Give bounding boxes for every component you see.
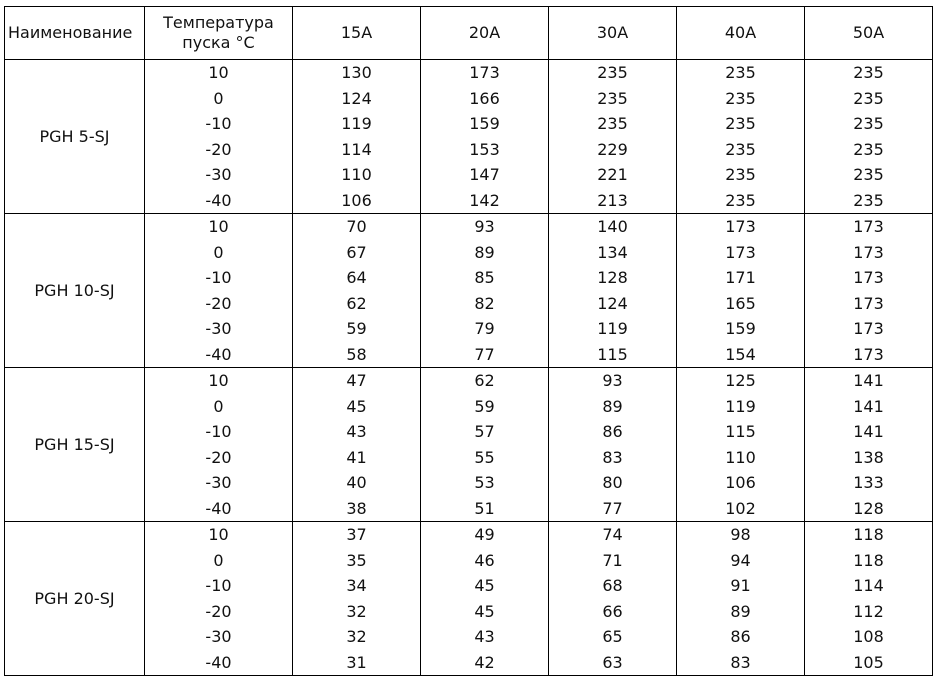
length-value-cell: 32 bbox=[293, 624, 421, 650]
length-value-cell: 40 bbox=[293, 470, 421, 496]
product-name-cell: PGH 10-SJ bbox=[5, 214, 145, 368]
product-name-cell: PGH 5-SJ bbox=[5, 60, 145, 214]
length-value-cell: 77 bbox=[549, 496, 677, 522]
length-value-cell: 118 bbox=[805, 548, 933, 574]
start-temperature-cell: -30 bbox=[145, 470, 293, 496]
length-value-cell: 63 bbox=[549, 650, 677, 676]
start-temperature-cell: 0 bbox=[145, 240, 293, 266]
length-value-cell: 32 bbox=[293, 599, 421, 625]
table-row bbox=[5, 394, 933, 420]
length-value-cell: 159 bbox=[421, 111, 549, 137]
length-value-cell: 43 bbox=[421, 624, 549, 650]
length-value-cell: 45 bbox=[421, 599, 549, 625]
length-value-cell: 89 bbox=[677, 599, 805, 625]
length-value-cell: 70 bbox=[293, 214, 421, 240]
start-temperature-cell: -10 bbox=[145, 265, 293, 291]
length-value-cell: 235 bbox=[677, 86, 805, 112]
start-temperature-cell: -20 bbox=[145, 137, 293, 163]
length-value-cell: 62 bbox=[421, 368, 549, 394]
length-value-cell: 47 bbox=[293, 368, 421, 394]
table-row bbox=[5, 522, 933, 548]
length-value-cell: 45 bbox=[421, 573, 549, 599]
length-value-cell: 173 bbox=[805, 291, 933, 317]
start-temperature-cell: -40 bbox=[145, 188, 293, 214]
length-value-cell: 102 bbox=[677, 496, 805, 522]
header-name: Наименование bbox=[5, 7, 145, 60]
length-value-cell: 128 bbox=[549, 265, 677, 291]
length-value-cell: 58 bbox=[293, 342, 421, 368]
start-temperature-cell: -40 bbox=[145, 496, 293, 522]
length-value-cell: 53 bbox=[421, 470, 549, 496]
length-value-cell: 119 bbox=[677, 394, 805, 420]
start-temperature-cell: 0 bbox=[145, 394, 293, 420]
table-body bbox=[5, 60, 933, 676]
table-row bbox=[5, 573, 933, 599]
table-row bbox=[5, 342, 933, 368]
length-value-cell: 94 bbox=[677, 548, 805, 574]
table-row bbox=[5, 650, 933, 676]
length-value-cell: 83 bbox=[549, 445, 677, 471]
length-value-cell: 134 bbox=[549, 240, 677, 266]
start-temperature-cell: -40 bbox=[145, 650, 293, 676]
length-value-cell: 55 bbox=[421, 445, 549, 471]
length-value-cell: 141 bbox=[805, 419, 933, 445]
length-value-cell: 41 bbox=[293, 445, 421, 471]
length-value-cell: 141 bbox=[805, 368, 933, 394]
start-temperature-cell: -30 bbox=[145, 162, 293, 188]
length-value-cell: 173 bbox=[805, 316, 933, 342]
header-start-temperature: Температура пуска °С bbox=[145, 7, 293, 60]
header-current-20a: 20A bbox=[421, 7, 549, 60]
table-row bbox=[5, 419, 933, 445]
start-temperature-cell: -10 bbox=[145, 111, 293, 137]
length-value-cell: 173 bbox=[805, 240, 933, 266]
start-temperature-cell: 10 bbox=[145, 522, 293, 548]
table-row bbox=[5, 162, 933, 188]
length-value-cell: 235 bbox=[677, 162, 805, 188]
length-value-cell: 59 bbox=[293, 316, 421, 342]
length-value-cell: 57 bbox=[421, 419, 549, 445]
length-value-cell: 83 bbox=[677, 650, 805, 676]
length-value-cell: 114 bbox=[293, 137, 421, 163]
length-value-cell: 173 bbox=[677, 214, 805, 240]
length-value-cell: 147 bbox=[421, 162, 549, 188]
start-temperature-cell: -30 bbox=[145, 624, 293, 650]
length-value-cell: 86 bbox=[549, 419, 677, 445]
length-value-cell: 235 bbox=[805, 86, 933, 112]
length-value-cell: 165 bbox=[677, 291, 805, 317]
table-row bbox=[5, 496, 933, 522]
table-row bbox=[5, 316, 933, 342]
table-row bbox=[5, 240, 933, 266]
length-value-cell: 133 bbox=[805, 470, 933, 496]
table-row bbox=[5, 599, 933, 625]
table-row bbox=[5, 111, 933, 137]
start-temperature-cell: -30 bbox=[145, 316, 293, 342]
length-value-cell: 62 bbox=[293, 291, 421, 317]
length-value-cell: 106 bbox=[677, 470, 805, 496]
table-row bbox=[5, 291, 933, 317]
length-value-cell: 110 bbox=[293, 162, 421, 188]
length-value-cell: 173 bbox=[421, 60, 549, 86]
length-value-cell: 173 bbox=[805, 342, 933, 368]
table-row bbox=[5, 265, 933, 291]
length-value-cell: 42 bbox=[421, 650, 549, 676]
length-value-cell: 68 bbox=[549, 573, 677, 599]
table-row bbox=[5, 548, 933, 574]
length-value-cell: 31 bbox=[293, 650, 421, 676]
length-value-cell: 79 bbox=[421, 316, 549, 342]
length-value-cell: 173 bbox=[805, 265, 933, 291]
length-value-cell: 119 bbox=[293, 111, 421, 137]
table-row bbox=[5, 60, 933, 86]
length-value-cell: 106 bbox=[293, 188, 421, 214]
length-value-cell: 124 bbox=[293, 86, 421, 112]
start-temperature-cell: -10 bbox=[145, 419, 293, 445]
length-value-cell: 118 bbox=[805, 522, 933, 548]
length-value-cell: 49 bbox=[421, 522, 549, 548]
start-temperature-cell: -10 bbox=[145, 573, 293, 599]
start-temperature-cell: 10 bbox=[145, 214, 293, 240]
length-value-cell: 235 bbox=[677, 137, 805, 163]
length-value-cell: 213 bbox=[549, 188, 677, 214]
cable-spec-table bbox=[4, 6, 933, 676]
header-row bbox=[5, 7, 933, 60]
length-value-cell: 235 bbox=[805, 60, 933, 86]
length-value-cell: 74 bbox=[549, 522, 677, 548]
table-row bbox=[5, 624, 933, 650]
length-value-cell: 45 bbox=[293, 394, 421, 420]
length-value-cell: 34 bbox=[293, 573, 421, 599]
header-current-40a: 40A bbox=[677, 7, 805, 60]
length-value-cell: 115 bbox=[549, 342, 677, 368]
length-value-cell: 141 bbox=[805, 394, 933, 420]
length-value-cell: 89 bbox=[421, 240, 549, 266]
length-value-cell: 71 bbox=[549, 548, 677, 574]
length-value-cell: 86 bbox=[677, 624, 805, 650]
length-value-cell: 128 bbox=[805, 496, 933, 522]
length-value-cell: 85 bbox=[421, 265, 549, 291]
length-value-cell: 229 bbox=[549, 137, 677, 163]
length-value-cell: 77 bbox=[421, 342, 549, 368]
length-value-cell: 38 bbox=[293, 496, 421, 522]
length-value-cell: 154 bbox=[677, 342, 805, 368]
length-value-cell: 114 bbox=[805, 573, 933, 599]
length-value-cell: 142 bbox=[421, 188, 549, 214]
length-value-cell: 138 bbox=[805, 445, 933, 471]
length-value-cell: 235 bbox=[677, 111, 805, 137]
length-value-cell: 108 bbox=[805, 624, 933, 650]
length-value-cell: 112 bbox=[805, 599, 933, 625]
length-value-cell: 51 bbox=[421, 496, 549, 522]
length-value-cell: 235 bbox=[805, 137, 933, 163]
length-value-cell: 110 bbox=[677, 445, 805, 471]
length-value-cell: 235 bbox=[549, 111, 677, 137]
length-value-cell: 221 bbox=[549, 162, 677, 188]
length-value-cell: 64 bbox=[293, 265, 421, 291]
table-row bbox=[5, 188, 933, 214]
length-value-cell: 235 bbox=[549, 60, 677, 86]
length-value-cell: 130 bbox=[293, 60, 421, 86]
header-current-50a: 50A bbox=[805, 7, 933, 60]
length-value-cell: 235 bbox=[805, 162, 933, 188]
length-value-cell: 98 bbox=[677, 522, 805, 548]
length-value-cell: 43 bbox=[293, 419, 421, 445]
length-value-cell: 153 bbox=[421, 137, 549, 163]
product-name-cell: PGH 20-SJ bbox=[5, 522, 145, 676]
length-value-cell: 171 bbox=[677, 265, 805, 291]
length-value-cell: 93 bbox=[549, 368, 677, 394]
product-name-cell: PGH 15-SJ bbox=[5, 368, 145, 522]
length-value-cell: 235 bbox=[549, 86, 677, 112]
table-row bbox=[5, 86, 933, 112]
start-temperature-cell: 10 bbox=[145, 60, 293, 86]
table-row bbox=[5, 470, 933, 496]
length-value-cell: 46 bbox=[421, 548, 549, 574]
length-value-cell: 91 bbox=[677, 573, 805, 599]
length-value-cell: 93 bbox=[421, 214, 549, 240]
start-temperature-cell: 0 bbox=[145, 548, 293, 574]
length-value-cell: 235 bbox=[805, 188, 933, 214]
length-value-cell: 35 bbox=[293, 548, 421, 574]
table-row bbox=[5, 445, 933, 471]
start-temperature-cell: -40 bbox=[145, 342, 293, 368]
header-current-30a: 30A bbox=[549, 7, 677, 60]
length-value-cell: 67 bbox=[293, 240, 421, 266]
length-value-cell: 235 bbox=[805, 111, 933, 137]
table-row bbox=[5, 368, 933, 394]
length-value-cell: 173 bbox=[677, 240, 805, 266]
length-value-cell: 235 bbox=[677, 188, 805, 214]
length-value-cell: 105 bbox=[805, 650, 933, 676]
length-value-cell: 140 bbox=[549, 214, 677, 240]
length-value-cell: 125 bbox=[677, 368, 805, 394]
length-value-cell: 166 bbox=[421, 86, 549, 112]
length-value-cell: 65 bbox=[549, 624, 677, 650]
length-value-cell: 159 bbox=[677, 316, 805, 342]
table-row bbox=[5, 137, 933, 163]
start-temperature-cell: 10 bbox=[145, 368, 293, 394]
start-temperature-cell: -20 bbox=[145, 445, 293, 471]
length-value-cell: 89 bbox=[549, 394, 677, 420]
length-value-cell: 82 bbox=[421, 291, 549, 317]
length-value-cell: 119 bbox=[549, 316, 677, 342]
length-value-cell: 115 bbox=[677, 419, 805, 445]
table-row bbox=[5, 214, 933, 240]
start-temperature-cell: -20 bbox=[145, 599, 293, 625]
length-value-cell: 37 bbox=[293, 522, 421, 548]
header-current-15a: 15A bbox=[293, 7, 421, 60]
start-temperature-cell: -20 bbox=[145, 291, 293, 317]
length-value-cell: 66 bbox=[549, 599, 677, 625]
start-temperature-cell: 0 bbox=[145, 86, 293, 112]
length-value-cell: 59 bbox=[421, 394, 549, 420]
length-value-cell: 124 bbox=[549, 291, 677, 317]
length-value-cell: 80 bbox=[549, 470, 677, 496]
length-value-cell: 173 bbox=[805, 214, 933, 240]
length-value-cell: 235 bbox=[677, 60, 805, 86]
